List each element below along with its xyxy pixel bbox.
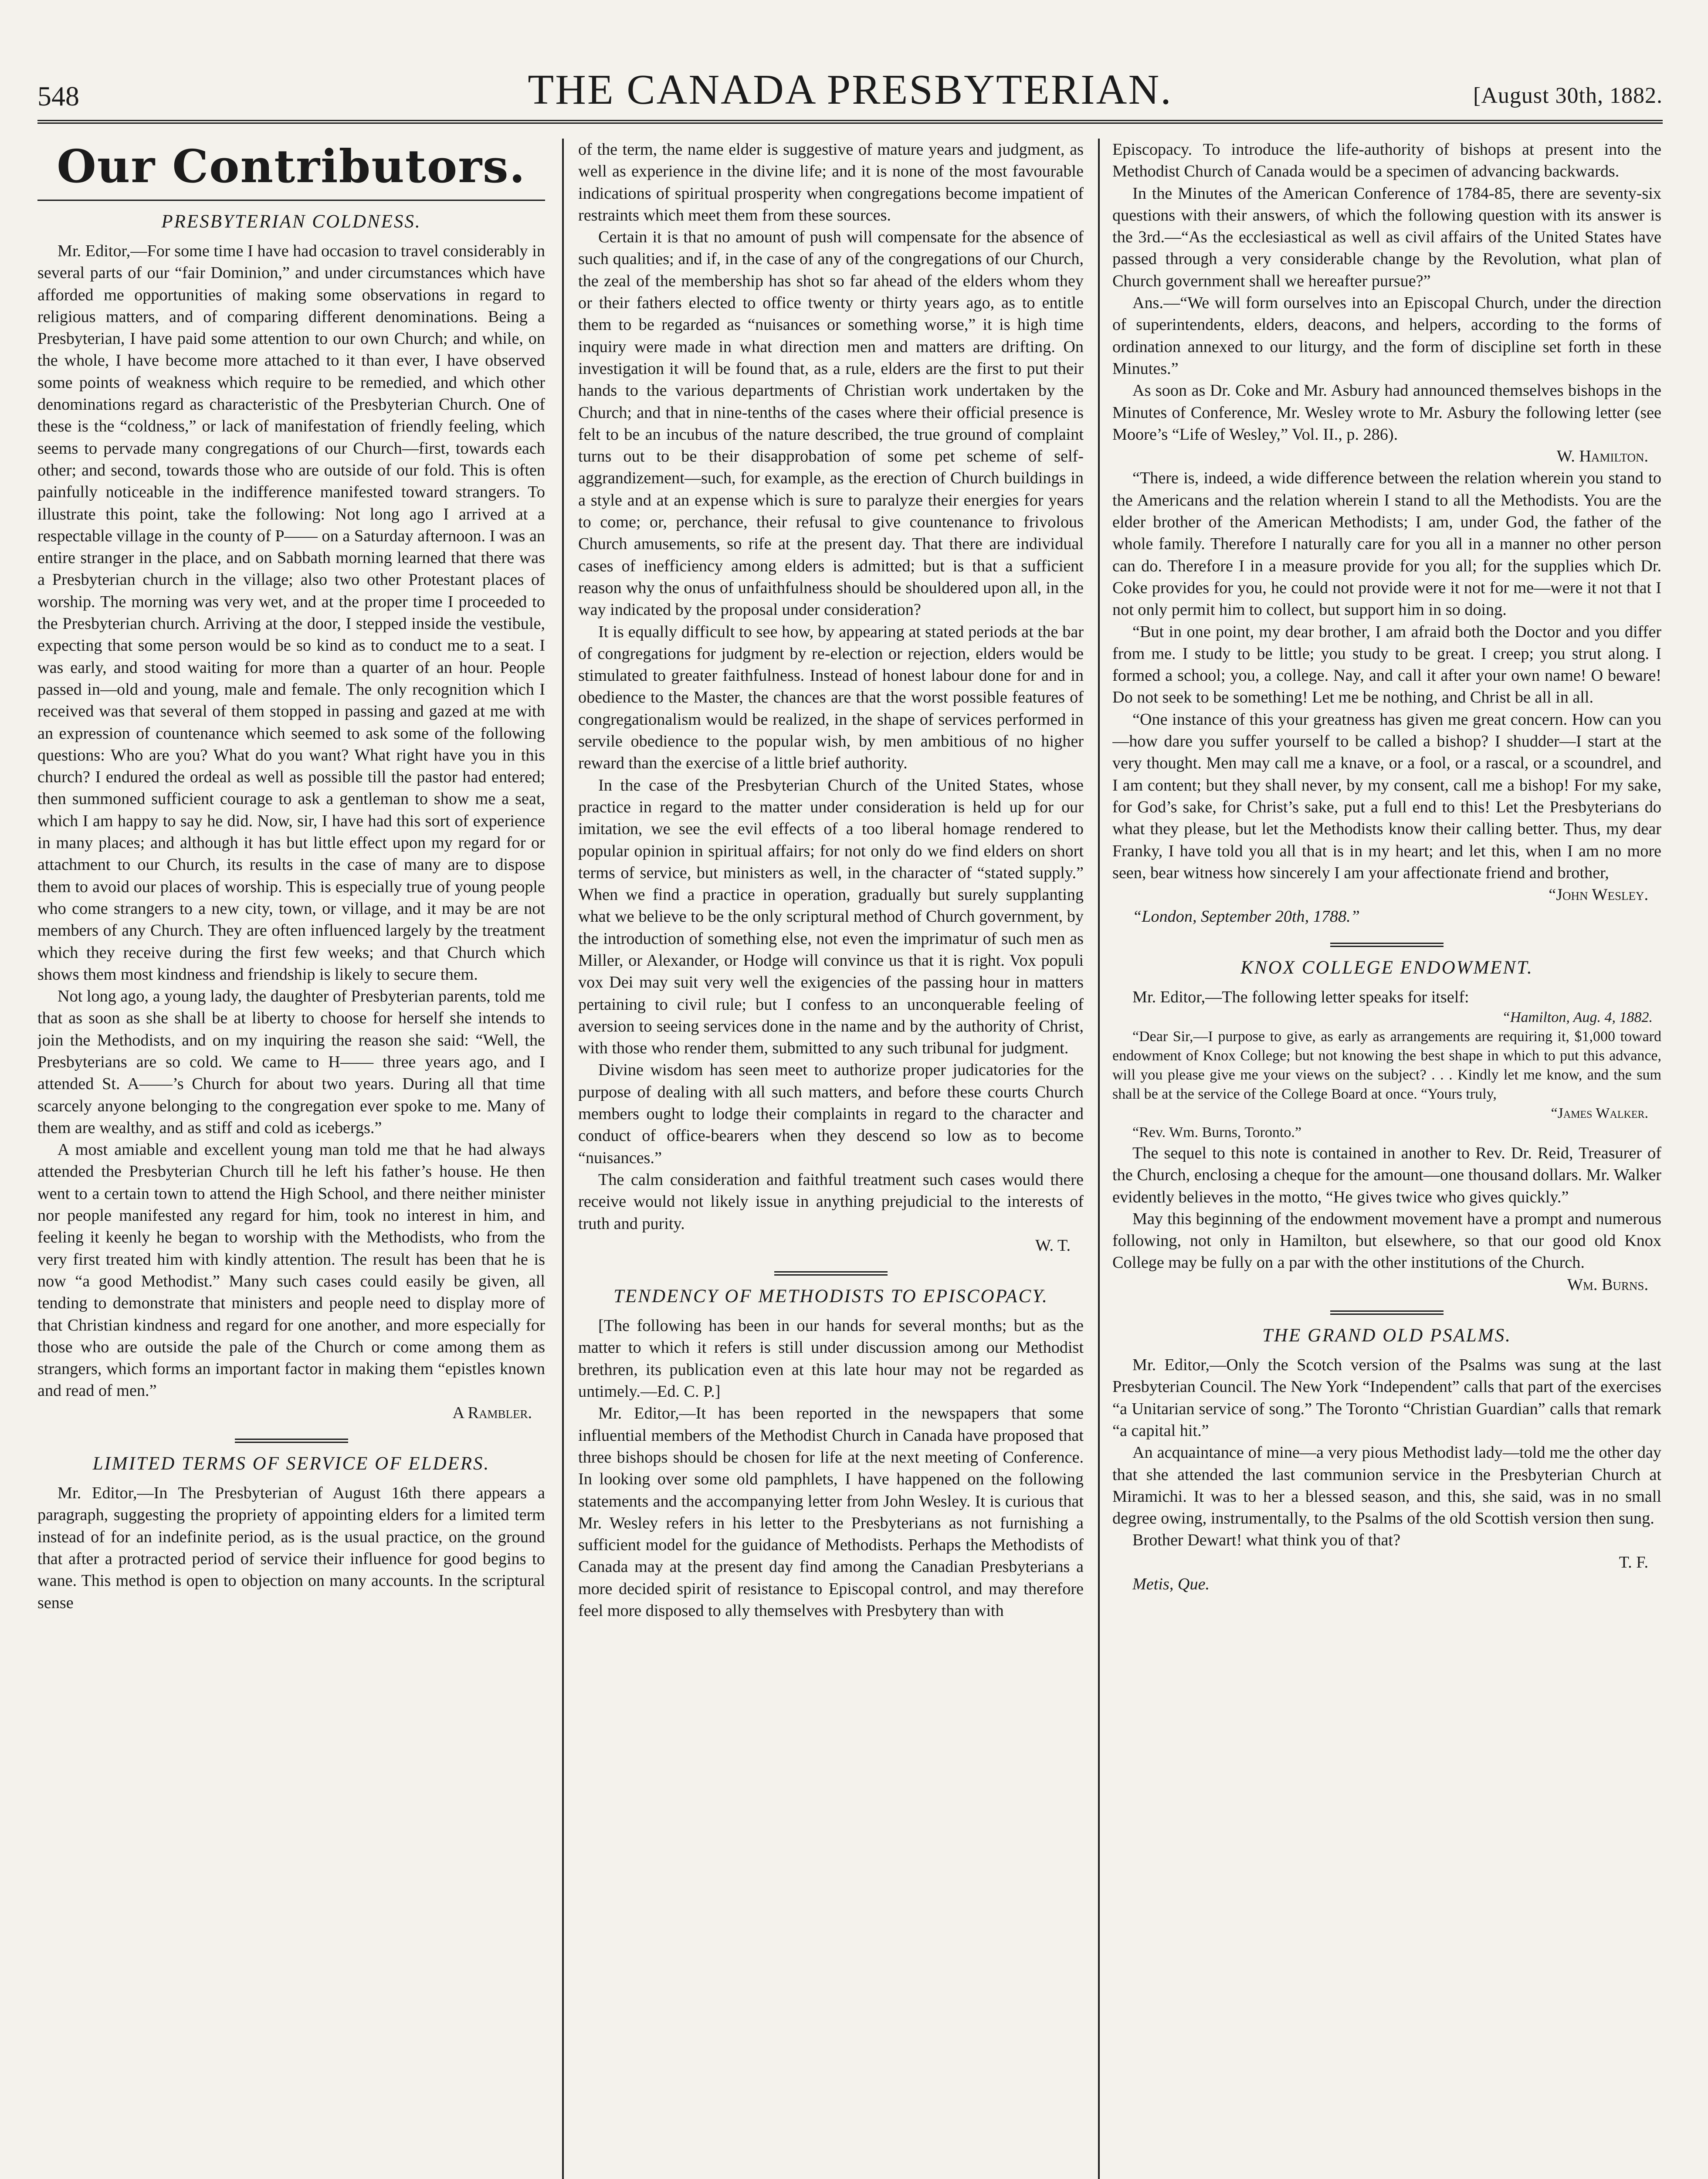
- letter-signature: “James Walker.: [1551, 1105, 1648, 1121]
- paragraph: As soon as Dr. Coke and Mr. Asbury had announced themselves bishops in the Minutes of Conference, Mr. Wesley wrote to Mr. Asbury the following letter (see Moore’s “Life of Wesley,” Vol. II., p. 286).: [1112, 381, 1661, 444]
- article-signature: W. Hamilton.: [1556, 447, 1648, 466]
- article-separator: [1330, 943, 1444, 947]
- article-signature: W. T.: [1035, 1236, 1071, 1255]
- paragraph: Mr. Editor,—The following letter speaks for itself:: [1132, 988, 1469, 1006]
- column-3: [1112, 139, 1661, 2179]
- paragraph: May this beginning of the endowment movement have a prompt and numerous following, not only in Hamilton, but elsewhere, so that our good old Knox College may be fully on a par with the other institutions of the Church.: [1112, 1209, 1661, 1272]
- article-separator: [774, 1271, 888, 1276]
- letter-body: “Dear Sir,—I purpose to give, as early as arrangements are requiring it, $1,000 toward endowment of Knox College; but not knowing the best shape in which to put this advance, will you please give me your views on the subject? . . . Kindly let me know, and the sum shall be at the service of the College Board at once. “Yours truly,: [1112, 1028, 1661, 1102]
- page-number: 548: [37, 81, 79, 112]
- letter-date: “London, September 20th, 1788.”: [1132, 907, 1360, 926]
- article-signature: A Rambler.: [452, 1403, 532, 1422]
- article-separator: [1330, 1310, 1444, 1315]
- column-rule: [562, 139, 564, 2179]
- header-rule: [37, 120, 1663, 124]
- letter-paragraph: “But in one point, my dear brother, I am afraid both the Doctor and you differ from me. I study to be little; you study to be great. I creep; you strut along. I formed a school; you, a college. Nay, and call it after your own name! O beware! Do not seek to be something! Let me be nothing, and Christ be all in all.: [1112, 622, 1661, 707]
- article-separator: [235, 1439, 348, 1443]
- paragraph: Divine wisdom has seen meet to authorize proper judicatories for the purpose of dealing with all such matters, and before these courts Church members ought to lodge their complaints in regard to the character and conduct of office-bearers when they descend so low as to become “nuisances.”: [578, 1061, 1084, 1167]
- article-headline: KNOX COLLEGE ENDOWMENT.: [1240, 957, 1533, 978]
- paragraph: Mr. Editor,—For some time I have had occasion to travel considerably in several parts of our “fair Dominion,” and under circumstances which have afforded me opportunities of making some observations in regard to religious matters, and of comparing different denominations. Being a Presbyterian, I have paid some attention to our own Church; and while, on the whole, I have become more attached to it than ever, I have observed some points of weakness which require to be remedied, and which other denominations regard as characteristic of the Presbyterian Church. One of these is the “coldness,” or lack of manifestation of friendly feeling, which seems to pervade many congregations of our Church—first, towards each other; and second, towards those who are outside of our fold. This is often painfully noticeable in the indifference manifested toward strangers. To illustrate this point, take the following: Not long ago I arrived at a respectable village in the county of P—— on a Saturday afternoon. I was an entire stranger in the place, and on Sabbath morning learned that there was a Presbyterian church in the village; also two other Protestant places of worship. The morning was very wet, and at the proper time I proceeded to the Presbyterian church. Arriving at the door, I stepped inside the vestibule, expecting that some person would be so kind as to conduct me to a seat. I was early, and stood waiting for more than a quarter of an hour. People passed in—old and young, male and female. The only recognition which I received was that several of them stopped in passing and gazed at me with an expression of countenance which seemed to ask some of the following questions: Who are you? What do you want? What right have you in this church? I endured the ordeal as well as possible till the pastor had entered; then summoned sufficient courage to ask a gentleman to show me a seat, which I am happy to say he did. Now, sir, I have had this sort of experience in many places; and although it has but little effect upon my regard for or attachment to our Church, its results in the case of many are to dispose them to avoid our places of worship. This is especially true of young people who come strangers to a new city, town, or village, and it may be are not members of any Church. They are often influenced largely by the treatment which they receive during the first few weeks; and that Church which shows them most kindness and friendship is likely to secure them.: [37, 242, 545, 984]
- article-headline: PRESBYTERIAN COLDNESS.: [161, 211, 421, 232]
- column-2: [578, 139, 1084, 2179]
- paragraph: of the term, the name elder is suggestive of mature years and judgment, as well as experience in the divine life; and it is none of the most favourable indications of spiritual prosperity when congregations become impatient of restraints which meet them from these sources.: [578, 140, 1084, 224]
- column-1: [37, 139, 545, 2179]
- article-headline: THE GRAND OLD PSALMS.: [1262, 1325, 1511, 1346]
- paragraph: An acquaintance of mine—a very pious Methodist lady—told me the other day that she attended the last communion service in the Presbyterian Church at Miramichi. It was to her a blessed season, and this, she said, was in no small degree owing, instrumentally, to the Psalms of the old Scottish version then sung.: [1112, 1443, 1661, 1528]
- newspaper-title: THE CANADA PRESBYTERIAN.: [528, 66, 1173, 113]
- paragraph: The calm consideration and faithful treatment such cases would there receive would not likely issue in anything prejudicial to the interests of truth and purity.: [578, 1170, 1084, 1233]
- article-signature: Wm. Burns.: [1567, 1275, 1648, 1294]
- paragraph: Brother Dewart! what think you of that?: [1132, 1531, 1401, 1550]
- section-rule: [37, 200, 545, 201]
- paragraph: Mr. Editor,—It has been reported in the newspapers that some influential members of the Methodist Church in Canada have proposed that three bishops should be chosen for life at the next meeting of Conference. In looking over some old pamphlets, I have happened on the following statements and the accompanying letter from John Wesley. It is curious that Mr. Wesley refers in his letter to the Presbyterians as not furnishing a sufficient model for the guidance of Methodists. Perhaps the Methodists of Canada may at the present day find among the Canadian Presbyterians a more decided spirit of resistance to Episcopal control, and may therefore feel more disposed to ally themselves with Presbytery than with: [578, 1404, 1084, 1620]
- letter-signature: “John Wesley.: [1549, 886, 1648, 904]
- letter-paragraph: “One instance of this your greatness has given me great concern. How can you—how dare you suffer yourself to be called a bishop? I shudder—I start at the very thought. Men may call me a knave, or a fool, or a rascal, or a scoundrel, and I am content; but they shall never, by my consent, call me a bishop! For my sake, for God’s sake, for Christ’s sake, put a full end to this! Let the Presbyterians do what they please, but let the Methodists know their calling better. Thus, my dear Franky, I have told you all that is in my heart; and let this, when I am no more seen, bear witness how sincerely I am your affectionate friend and brother,: [1112, 710, 1661, 882]
- paragraph: In the case of the Presbyterian Church of the United States, whose practice in regard to the matter under consideration is held up for our imitation, we see the evil effects of a too liberal homage rendered to popular opinion in spiritual affairs; for not only do we find elders on short terms of service, but ministers as well, in the character of “stated supply.” When we find a practice in operation, gradually but surely supplanting what we believe to be the only scriptural method of Church government, by the introduction of something else, not even the imprimatur of such men as Miller, or Alexander, or Hodge will convince us that it is right. Vox populi vox Dei may suit very well the exigencies of the passing hour in matters pertaining to civil rule; but I confess to an unconquerable feeling of aversion to seeing services done in the name and by the authority of Christ, with those who render them, submitted to any such tribunal for judgment.: [578, 776, 1084, 1058]
- article-place: Metis, Que.: [1132, 1575, 1210, 1594]
- paragraph: In the Minutes of the American Conference of 1784-85, there are seventy-six questions with their answers, of which the following question with its answer is the 3rd.—“As the ecclesiastical as well as civil affairs of the United States have passed through a very considerable change by the Revolution, what plan of Church government shall we hereafter pursue?”: [1112, 184, 1661, 290]
- paragraph: Mr. Editor,—Only the Scotch version of the Psalms was sung at the last Presbyterian Council. The New York “Independent” calls that part of the exercises “a Unitarian service of song.” The Toronto “Christian Guardian” calls that remark “a capital hit.”: [1112, 1356, 1661, 1440]
- paragraph: Certain it is that no amount of push will compensate for the absence of such qualities; and if, in the case of any of the congregations of our Church, the zeal of the membership has shot so far ahead of the elders whom they or their fathers elected to office twenty or thirty years ago, as to entitle them to be regarded as “nuisances or something worse,” it is high time inquiry were made in what direction men and matters are drifting. On investigation it will be found that, as a rule, elders are the first to put their hands to the various departments of Christian work undertaken by the Church; and that in nine-tenths of the cases where their official presence is felt to be an incubus of the nature described, the true ground of complaint turns out to be their disapprobation of some pet scheme of self-aggrandizement—such, for example, as the erection of Church buildings in a style and at an expense which is sure to paralyze their energies for years to come; or, perchance, their refusal to give countenance to frivolous Church amusements, so rife at the present day. That there are individual cases of inefficiency among elders is admitted; but is that a sufficient reason why the onus of unfaithfulness should be shouldered upon all, in the way indicated by the proposal under consideration?: [578, 228, 1084, 619]
- paragraph: It is equally difficult to see how, by appearing at stated periods at the bar of congregations for judgment by re-election or rejection, elders would be stimulated to greater faithfulness. Instead of honest labour done for and in obedience to the Master, the chances are that the worst possible features of congregationalism would be realized, in the shape of services performed in servile obedience to the popular wish, by men ambitious of no higher reward than the exercise of a little brief authority.: [578, 622, 1084, 773]
- paragraph: Ans.—“We will form ourselves into an Episcopal Church, under the direction of superintendents, elders, deacons, and helpers, according to the forms of ordination annexed to our liturgy, and the form of discipline set forth in these Minutes.”: [1112, 294, 1661, 378]
- paragraph: Episcopacy. To introduce the life-authority of bishops at present into the Methodist Church of Canada would be a specimen of advancing backwards.: [1112, 140, 1661, 181]
- paragraph: A most amiable and excellent young man told me that he had always attended the Presbyterian Church till he left his father’s house. He then went to a certain town to attend the High School, and there neither minister nor people manifested any regard for him, took no interest in him, and feeling it keenly he began to worship with the Methodists, who from the very first treated him with kindly attention. The result has been that he is now “a good Methodist.” Many such cases could easily be given, all tending to demonstrate that ministers and people need to display more of that Christian kindness and regard for one another, and more especially for those who are outside the pale of the Church or come among them as strangers, which forms an important factor in making them “epistles known and read of men.”: [37, 1140, 545, 1400]
- article-headline: LIMITED TERMS OF SERVICE OF ELDERS.: [92, 1453, 490, 1474]
- letter-addressee: “Rev. Wm. Burns, Toronto.”: [1132, 1124, 1301, 1140]
- section-masthead: Our Contributors.: [57, 139, 526, 193]
- issue-date: [August 30th, 1882.: [1473, 83, 1663, 108]
- letter-dateline: “Hamilton, Aug. 4, 1882.: [1501, 1009, 1653, 1025]
- paragraph: Mr. Editor,—In The Presbyterian of August 16th there appears a paragraph, suggesting the propriety of appointing elders for a limited term instead of for an indefinite period, as is the usual practice, on the ground that after a protracted period of service their influence for good begins to wane. This method is open to objection on many accounts. In the scriptural sense: [37, 1484, 545, 1612]
- paragraph: The sequel to this note is contained in another to Rev. Dr. Reid, Treasurer of the Church, enclosing a cheque for the amount—one thousand dollars. Mr. Walker evidently believes in the motto, “He gives twice who gives quickly.”: [1112, 1144, 1661, 1206]
- paragraph: Not long ago, a young lady, the daughter of Presbyterian parents, told me that as soon as she shall be at liberty to choose for herself she intends to join the Methodists, and on my inquiring the reason she said: “Well, the Presbyterians are so cold. We came to H—— three years ago, and I attended St. A——’s Church for about two years. During all that time scarcely anyone belonging to the congregation ever spoke to me. Many of them are wealthy, and as stiff and cold as icebergs.”: [37, 987, 545, 1137]
- column-rule: [1098, 139, 1100, 2179]
- page-header: [37, 65, 1663, 118]
- letter-paragraph: “There is, indeed, a wide difference between the relation wherein you stand to the Americans and the relation wherein I stand to all the Methodists. You are the elder brother of the American Methodists; I am, under God, the father of the whole family. Therefore I naturally care for you all in a manner no other person can do. Therefore I in a measure provide for you all; for the supplies which Dr. Coke provides for you, he could not provide were it not for me—were it not that I not only permit him to collect, but support him in so doing.: [1112, 469, 1661, 619]
- article-headline: TENDENCY OF METHODISTS TO EPISCOPACY.: [613, 1286, 1048, 1307]
- article-signature: T. F.: [1619, 1553, 1648, 1571]
- editor-note: [The following has been in our hands for several months; but as the matter to which it refers is still under discussion among our Methodist brethren, its publication even at this late hour may not be regarded as untimely.—Ed. C. P.]: [578, 1317, 1084, 1401]
